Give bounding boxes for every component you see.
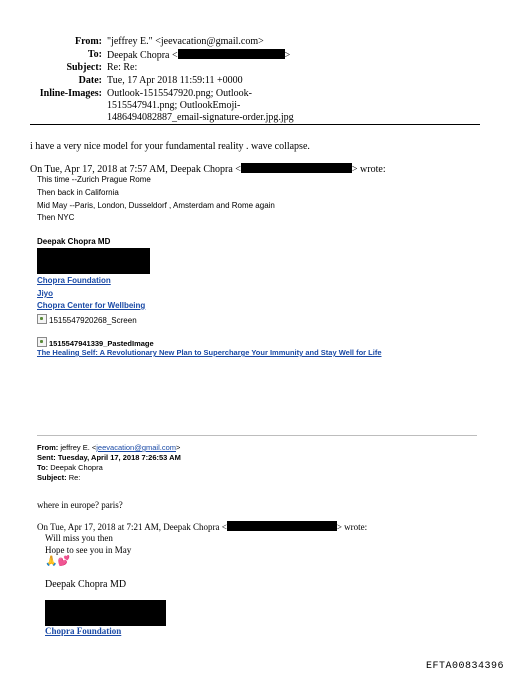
to-value-prefix: Deepak Chopra < <box>107 50 178 61</box>
forward-subject-label: Subject: <box>37 473 67 482</box>
body-text: i have a very nice model for your fundamental reality . wave collapse. <box>30 141 310 152</box>
forward-from-line <box>37 443 180 452</box>
image-placeholder-2 <box>37 337 154 348</box>
forward-from-suffix: > <box>176 443 181 452</box>
inline-images-label: Inline-Images: <box>39 88 102 99</box>
quote2-intro-suffix: > wrote: <box>336 522 368 532</box>
pray-heart-emoji-icon: 🙏💕 <box>45 556 70 567</box>
image-alt-2: 1515547941339_PastedImage <box>49 339 154 348</box>
forward-divider <box>37 435 477 436</box>
chopra-center-link[interactable]: Chopra Center for Wellbeing <box>37 301 146 310</box>
quote1-line-3: Mid May --Paris, London, Dusseldorf , Amsterdam and Rome again <box>37 201 275 210</box>
forward-to-line <box>37 463 103 472</box>
forward-from-prefix: jeffrey E. < <box>60 443 97 452</box>
forward-to-label: To: <box>37 463 49 472</box>
jiyo-link[interactable]: Jiyo <box>37 289 54 298</box>
image-alt-1: 1515547920268_Screen <box>49 316 137 325</box>
to-value-suffix: > <box>284 50 291 61</box>
quote2-intro-prefix: On Tue, Apr 17, 2018 at 7:21 AM, Deepak Chopra < <box>37 522 227 532</box>
document-id: EFTA00834396 <box>425 661 504 672</box>
broken-image-icon <box>37 314 47 324</box>
quote1-line-1: This time --Zurich Prague Rome <box>37 175 151 184</box>
forward-sent-value: Tuesday, April 17, 2018 7:26:53 AM <box>57 453 181 462</box>
quote2-chopra-foundation-link[interactable]: Chopra Foundation <box>45 626 122 636</box>
from-label: From: <box>74 36 102 47</box>
quote2-signature-name: Deepak Chopra MD <box>45 579 127 590</box>
forward-to-value: Deepak Chopra <box>50 463 103 472</box>
forward-from-label: From: <box>37 443 59 452</box>
broken-image-icon <box>37 337 47 347</box>
healing-self-book-link[interactable]: The Healing Self: A Revolutionary New Plan to Supercharge Your Immunity and Stay Well for Life <box>37 348 382 357</box>
subject-label: Subject: <box>66 62 102 73</box>
quote2-intro <box>37 521 367 532</box>
chopra-foundation-link[interactable]: Chopra Foundation <box>37 276 111 285</box>
forward-subject-line <box>37 473 80 482</box>
date-label: Date: <box>78 75 102 86</box>
forward-from-email-link[interactable]: jeevacation@gmail.com <box>96 443 176 452</box>
quote1-intro <box>30 163 386 175</box>
forward-body: where in europe? paris? <box>37 500 123 510</box>
forward-sent-line <box>37 453 181 462</box>
from-value: "jeffrey E." <jeevacation@gmail.com> <box>107 36 264 47</box>
to-label: To: <box>87 49 102 60</box>
to-value <box>107 49 290 61</box>
subject-value: Re: Re: <box>107 62 138 73</box>
quote2-line-2: Hope to see you in May <box>45 545 132 555</box>
quote1-signature-name: Deepak Chopra MD <box>37 237 111 246</box>
header-divider <box>30 124 480 125</box>
quote1-line-2: Then back in California <box>37 188 119 197</box>
date-value: Tue, 17 Apr 2018 11:59:11 +0000 <box>107 75 243 86</box>
forward-sent-label: Sent: <box>37 453 56 462</box>
redaction-box <box>241 163 352 173</box>
redaction-box <box>227 521 337 531</box>
quote2-line-1: Will miss you then <box>45 533 113 543</box>
image-placeholder-1 <box>37 314 137 325</box>
quote1-intro-prefix: On Tue, Apr 17, 2018 at 7:57 AM, Deepak Chopra < <box>30 164 241 175</box>
inline-images-value: Outlook-1515547920.png; Outlook-1515547941.png; OutlookEmoji-1486494082887_email-signature-order.jpg.jpg <box>107 88 294 123</box>
quote1-line-4: Then NYC <box>37 213 75 222</box>
forward-subject-value: Re: <box>68 473 81 482</box>
redaction-box <box>178 49 285 59</box>
redaction-box <box>37 248 150 274</box>
quote1-intro-suffix: > wrote: <box>351 164 386 175</box>
redaction-box <box>45 600 166 626</box>
